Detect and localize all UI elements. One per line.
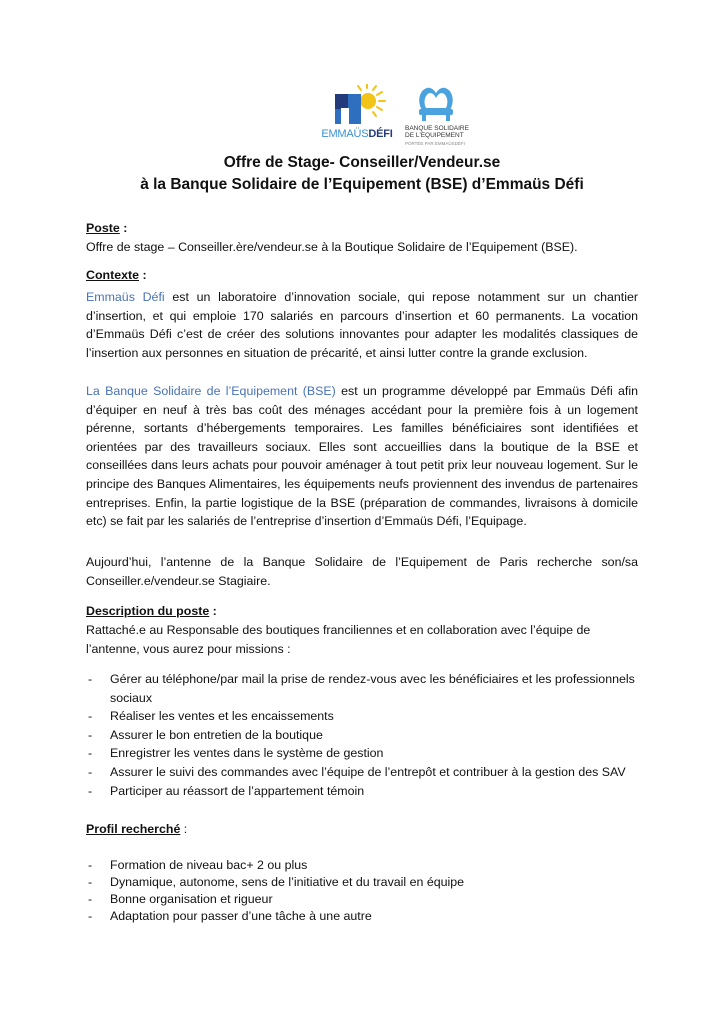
profil-item: - Formation de niveau bac+ 2 ou plus [86, 857, 646, 874]
profil-item: - Bonne organisation et rigueur [86, 891, 646, 908]
contexte-paragraph-2-text: est un programme développé par Emmaüs Défi afin d’équiper en neuf à très bas coût des ménages accédant pour la première fois à un logement pérenne, sortants d’hébergements temporaires. Les familles bénéficiaires sont identifiées et orientées par des travailleurs sociaux. Elles sont accueillies dans la boutique de la BSE et conseillées dans leurs achats pour pouvoir aménager à tout petit prix leur nouveau logement. Sur le principe des Banques Alimentaires, les équipements neufs proviennent des invendus de partenaires entreprises. Enfin, la partie logistique de la BSE (préparation de commandes, livraisons à domicile etc) se fait par les salariés de l’entreprise d’insertion d’Emmaüs Défi, l’Equipage. [86, 384, 638, 529]
poste-heading-line [86, 219, 638, 238]
poste-text: Offre de stage – Conseiller.ère/vendeur.se à la Boutique Solidaire de l’Equipement (BSE). [86, 240, 578, 254]
bse-logo-line3: PORTÉE PAR EMMAÜSDÉFI [405, 141, 465, 146]
mission-item: - Réaliser les ventes et les encaissements [86, 707, 646, 726]
profil-heading-colon: : [180, 822, 188, 836]
contexte-heading: Contexte [86, 268, 140, 282]
sun-house-icon [327, 84, 387, 130]
bse-logo-line2: DE L'EQUIPEMENT [405, 132, 464, 139]
emmaus-defi-wordmark: EMMAÜSDÉFI [321, 128, 393, 140]
description-intro: Rattaché.e au Responsable des boutiques franciliennes et en collaboration avec l’équipe de l’antenne, vous aurez pour missions : [86, 623, 591, 656]
contexte-heading-line [86, 266, 638, 285]
mission-item: - Participer au réassort de l’appartement témoin [86, 782, 646, 801]
missions-list [86, 670, 646, 800]
description-heading-line [86, 602, 638, 621]
contexte-paragraph-3: Aujourd’hui, l’antenne de la Banque Solidaire de l’Equipement de Paris recherche son/sa Conseiller.e/vendeur.se Stagiaire. [86, 555, 638, 588]
document-title-line2: à la Banque Solidaire de l’Equipement (BSE) d’Emmaüs Défi [140, 176, 584, 193]
profil-item: - Dynamique, autonome, sens de l’initiative et du travail en équipe [86, 874, 646, 891]
bse-logo [405, 82, 485, 152]
mission-item: - Assurer le suivi des commandes avec l’équipe de l’entrepôt et contribuer à la gestion des SAV [86, 763, 646, 782]
profil-heading-line [86, 820, 638, 839]
poste-heading: Poste [86, 221, 120, 235]
mission-item: - Assurer le bon entretien de la boutique [86, 726, 646, 745]
profil-heading: Profil recherché [86, 822, 181, 836]
logo-header [0, 82, 724, 152]
profil-list [86, 857, 646, 925]
profil-item: - Adaptation pour passer d’une tâche à une autre [86, 908, 646, 925]
bse-emblem-icon [413, 82, 459, 124]
document-title-line1: Offre de Stage- Conseiller/Vendeur.se [223, 154, 501, 171]
emmaus-defi-highlight: Emmaüs Défi [86, 290, 165, 304]
description-heading-colon: : [209, 604, 217, 618]
mission-item: - Gérer au téléphone/par mail la prise de rendez-vous avec les bénéficiaires et les professionnels sociaux [86, 670, 646, 707]
contexte-paragraph-2 [86, 382, 638, 531]
mission-item: - Enregistrer les ventes dans le système de gestion [86, 744, 646, 763]
contexte-paragraph-1-text: est un laboratoire d’innovation sociale, qui repose notamment sur un chantier d’insertion, et qui emploie 170 salariés en parcours d’insertion et 60 permanents. La vocation d’Emmaüs Défi c’est de créer des solutions innovantes pour adapter les modalités classiques de l’insertion aux personnes en situation de précarité, et ainsi lutter contre la grande exclusion. [86, 290, 638, 360]
emmaus-defi-logo [321, 82, 391, 152]
contexte-heading-colon: : [139, 268, 147, 282]
bse-highlight: La Banque Solidaire de l’Equipement (BSE) [86, 384, 336, 398]
poste-heading-colon: : [119, 221, 128, 235]
bse-logo-line1: BANQUE SOLIDAIRE [405, 125, 469, 132]
contexte-paragraph-1 [86, 288, 638, 362]
description-heading: Description du poste [86, 604, 210, 618]
